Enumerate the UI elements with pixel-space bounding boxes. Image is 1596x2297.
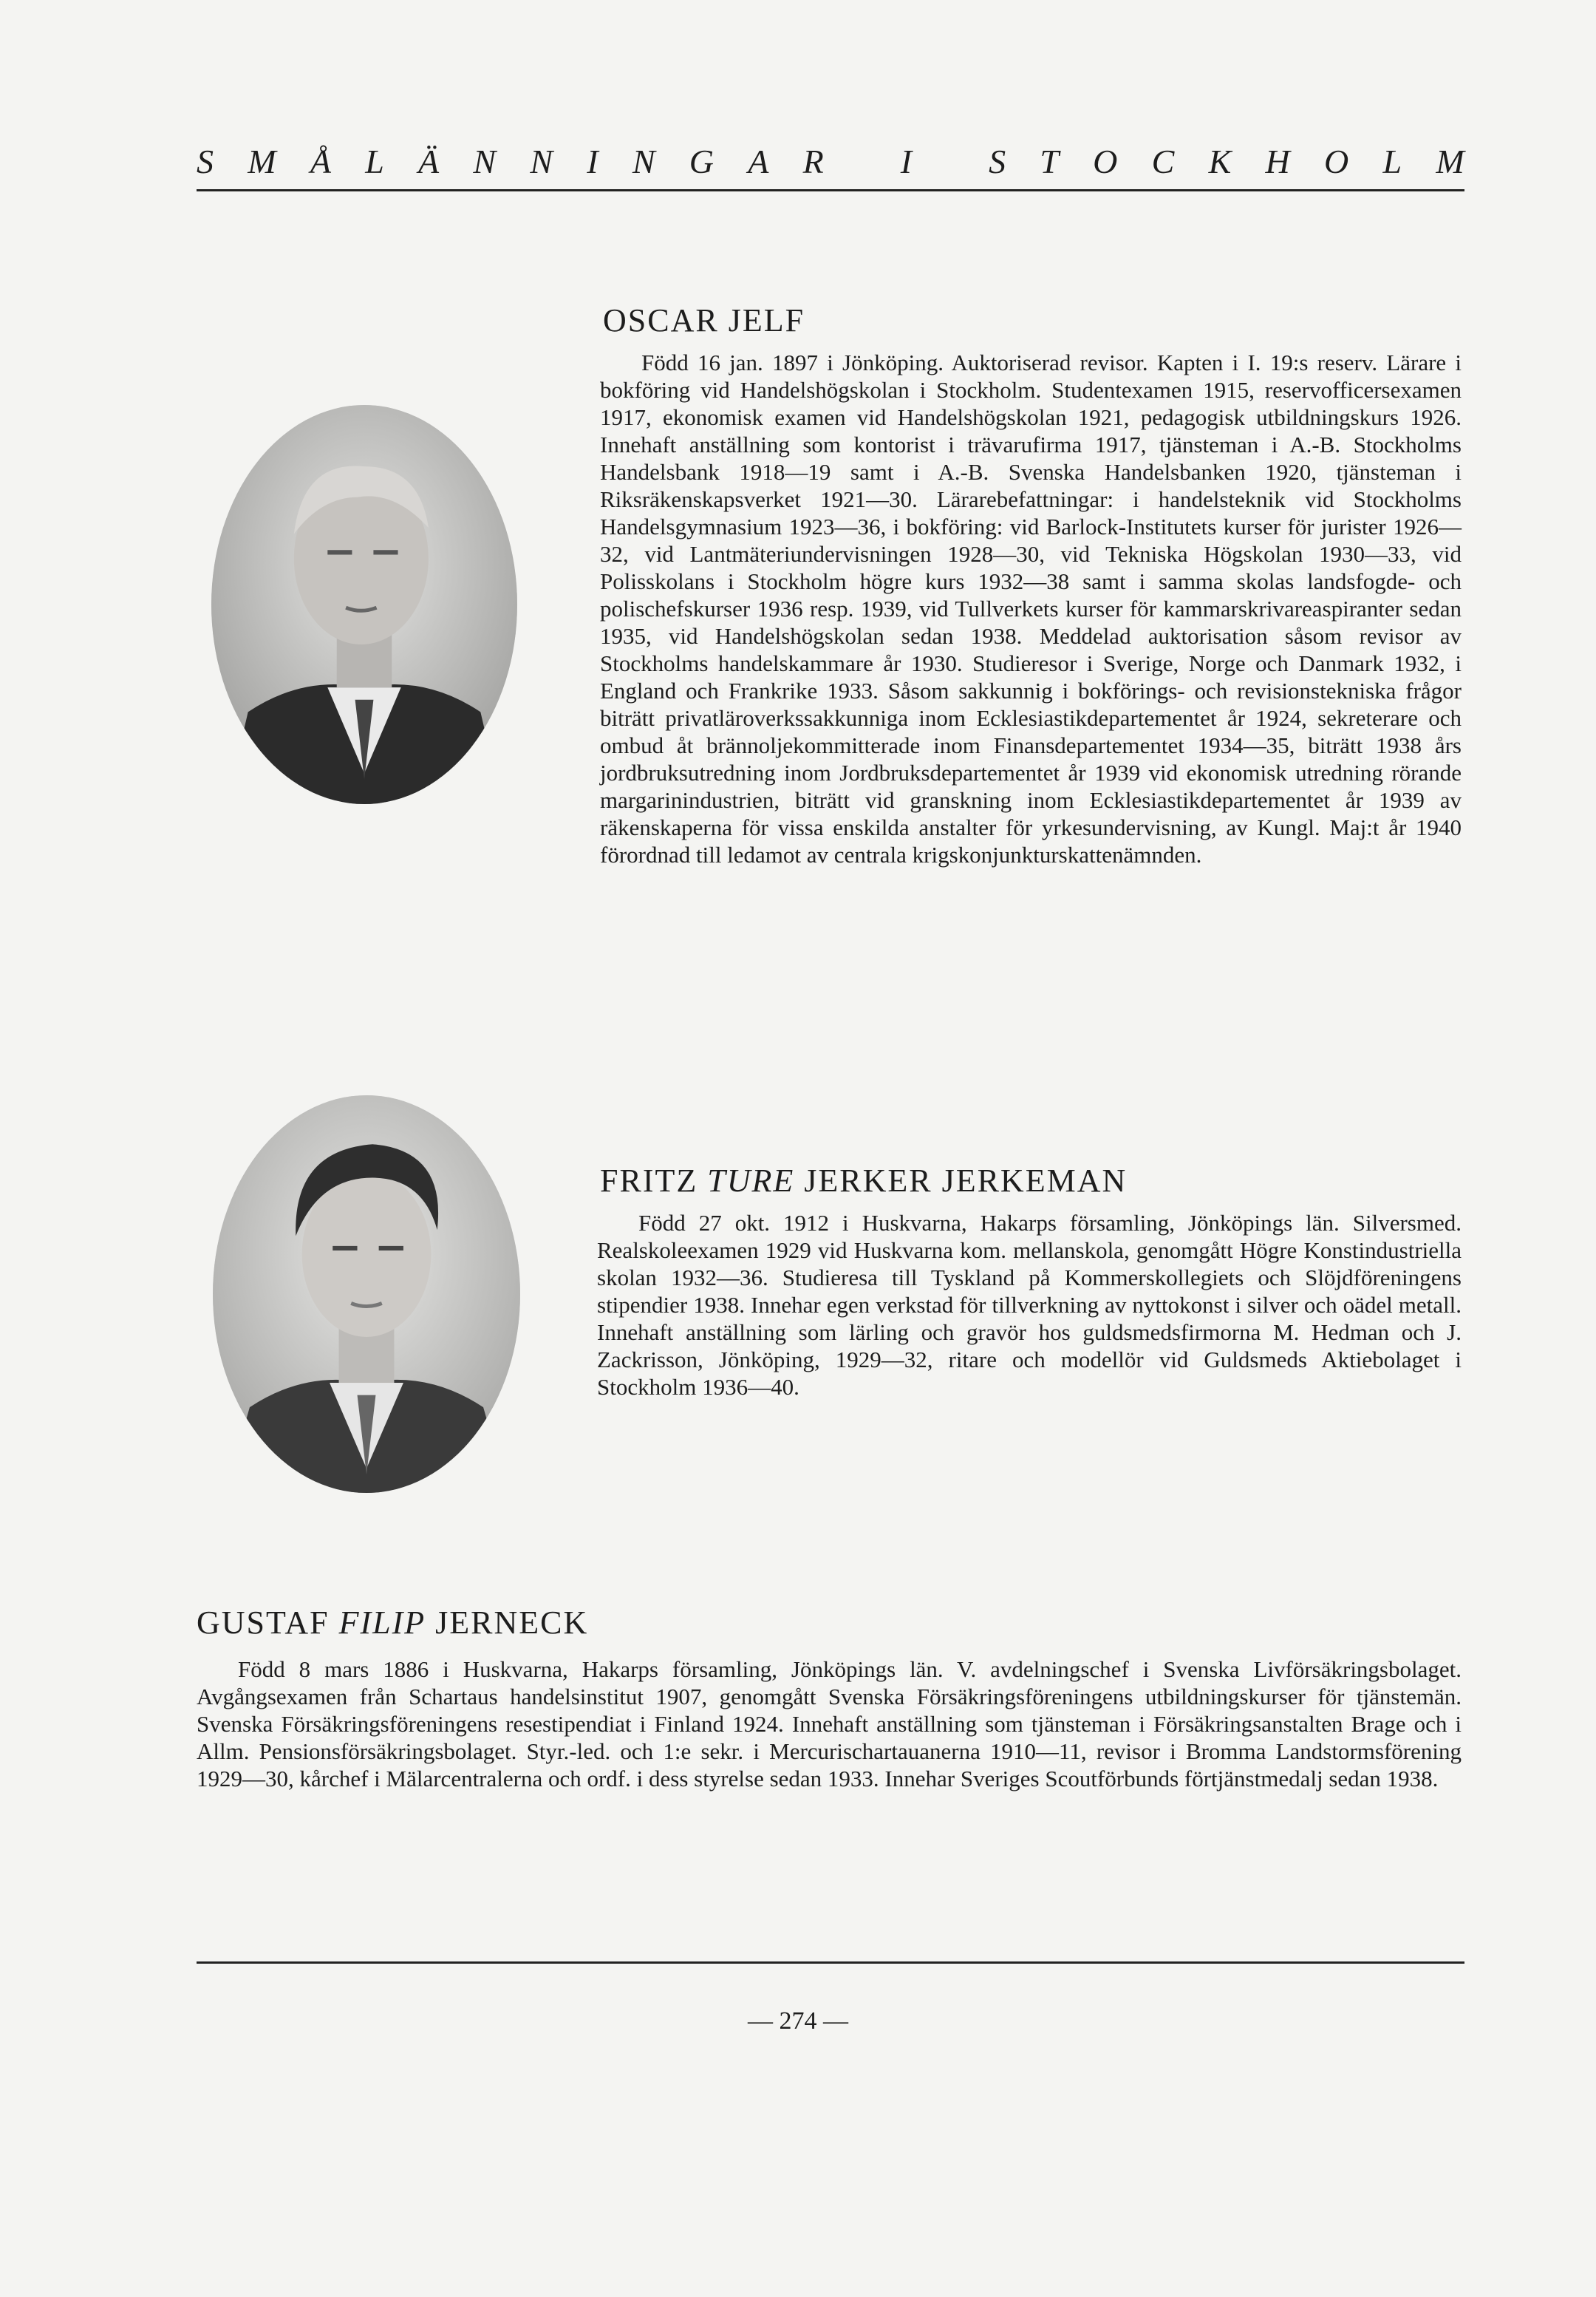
running-head-letter: N <box>530 143 553 180</box>
page-number: — 274 — <box>748 2007 848 2035</box>
running-head-letter: R <box>802 143 824 180</box>
running-head-letter: Å <box>310 143 331 180</box>
entry-biography: Född 8 mars 1886 i Huskvarna, Hakarps församling, Jönköpings län. V. avdelningschef i Svenska Livförsäkringsbolaget. Avgångsexamen från Schartaus handelsinstitut 1907, genomgått Svenska Försäkringsföreningens utbildningskurser för tjänstemän. Svenska Försäkringsföreningens resestipendiat i Finland 1924. Innehaft anställning som tjänsteman i Försäkringsanstalten Brage och i Allm. Pensionsförsäkringsbolaget. Styr.-led. och 1:e sekr. i Mercurischartauanerna 1910—11, revisor i Bromma Landstormsförening 1929—30, kårchef i Mälarcentralerna och ordf. i dess styrelse sedan 1933. Innehar Sveriges Scoutförbunds förtjänstmedalj sedan 1938. <box>197 1656 1462 1791</box>
name-given: TURE <box>707 1163 795 1199</box>
running-head-letter: S <box>197 143 214 180</box>
running-head-letter: C <box>1151 143 1175 180</box>
running-head-letter: O <box>1324 143 1349 180</box>
running-head-letter: K <box>1208 143 1232 180</box>
running-head-letter: Ä <box>418 143 440 180</box>
running-head-letter: O <box>1093 143 1118 180</box>
entry-biography: Född 27 okt. 1912 i Huskvarna, Hakarps församling, Jönköpings län. Silversmed. Realskoleexamen 1929 vid Huskvarna kom. mellanskola, genomgått Högre Konstindustriella skolan 1932—36. Studieresa till Tyskland på Kommerskollegiets och Slöjdföreningens stipendier 1938. Innehar egen verkstad för tillverkning av nyttokonst i silver och oädel metall. Innehaft anställning som lärling och gravör hos guldsmedsfirmorna M. Hedman och J. Zackrisson, Jönköping, 1929—32, ritare och modellör vid Guldsmeds Aktiebolaget i Stockholm 1936—40. <box>597 1210 1462 1400</box>
portrait-illustration <box>211 405 517 804</box>
running-head-gap <box>858 142 867 181</box>
running-head-gap <box>946 142 955 181</box>
running-head-letter: I <box>900 143 913 180</box>
entry-name <box>600 1162 1127 1199</box>
entry-name <box>197 1604 588 1641</box>
header-rule <box>197 189 1464 191</box>
name-given: FILIP <box>338 1605 426 1641</box>
running-head-letter: G <box>689 143 715 180</box>
running-head-letter: T <box>1040 143 1059 180</box>
portrait-photo <box>211 405 517 804</box>
portrait-illustration <box>213 1095 520 1493</box>
running-head-letter: M <box>1436 143 1464 180</box>
name-part: JERKER JERKEMAN <box>794 1163 1128 1199</box>
running-head-letter: L <box>365 143 384 180</box>
footer-rule <box>197 1961 1464 1964</box>
name-part: JERNECK <box>426 1605 589 1641</box>
running-head-letter: L <box>1382 143 1402 180</box>
running-head-letter: I <box>587 143 598 180</box>
name-part: GUSTAF <box>197 1605 339 1641</box>
running-head-letter: N <box>632 143 655 180</box>
running-head-letter: H <box>1265 143 1290 180</box>
entry-biography: Född 16 jan. 1897 i Jönköping. Auktoriserad revisor. Kapten i I. 19:s reserv. Lärare i bokföring vid Handelshögskolan i Stockholm. Studentexamen 1915, reservofficersexamen 1917, ekonomisk examen vid Handelshögskolan 1921, pedagogisk utbildningskurs 1926. Innehaft anställning som kontorist i trävarufirma 1917, tjänsteman i A.-B. Stockholms Handelsbank 1918—19 samt i A.-B. Svenska Handelsbanken 1920, tjänsteman i Riksräkenskapsverket 1921—30. Lärarebefattningar: i handelsteknik vid Stockholms Handelsgymnasium 1923—36, i bokföring: vid Barlock-Institutets kurser för jurister 1926—32, vid Lantmäteriundervisningen 1928—30, vid Tekniska Högskolan 1930—33, vid Polisskolans i Stockholm högre kurs 1932—38 samt i samma skolas landsfogde- och polischefskurser 1936 resp. 1939, vid Tullverkets kurser för kammarskrivareaspiranter sedan 1935, vid Handelshögskolan sedan 1938. Meddelad auktorisation såsom revisor av Stockholms handelskammare år 1930. Studieresor i Sverige, Norge och Danmark 1932, i England och Frankrike 1933. Såsom sakkunnig i bokförings- och revisionstekniska frågor biträtt privatläroverkssakkunniga inom Ecklesiastikdepartementet år 1924, sekreterare och ombud åt brännoljekommitterade inom Finansdepartementet 1934—35, biträtt 1938 års jordbruksutredning inom Jordbruksdepartementet år 1939 vid ekonomisk utredning rörande margarinindustrien, biträtt vid granskning inom Ecklesiastikdepartementet år 1939 av räkenskaperna för vissa enskilda anstalter för yrkesundervisning, av Kungl. Maj:t år 1940 förordnad till ledamot av centrala krigskonjunkturskattenämnden. <box>600 350 1462 868</box>
portrait-photo <box>213 1095 520 1493</box>
running-head-letter: S <box>989 143 1006 180</box>
running-head-letter: M <box>248 143 276 180</box>
running-head <box>197 142 1464 181</box>
name-part: FRITZ <box>600 1163 708 1199</box>
name-part: OSCAR JELF <box>603 302 805 338</box>
running-head-letter: A <box>748 143 769 180</box>
running-head-letter: N <box>473 143 497 180</box>
entry-name <box>603 302 805 339</box>
